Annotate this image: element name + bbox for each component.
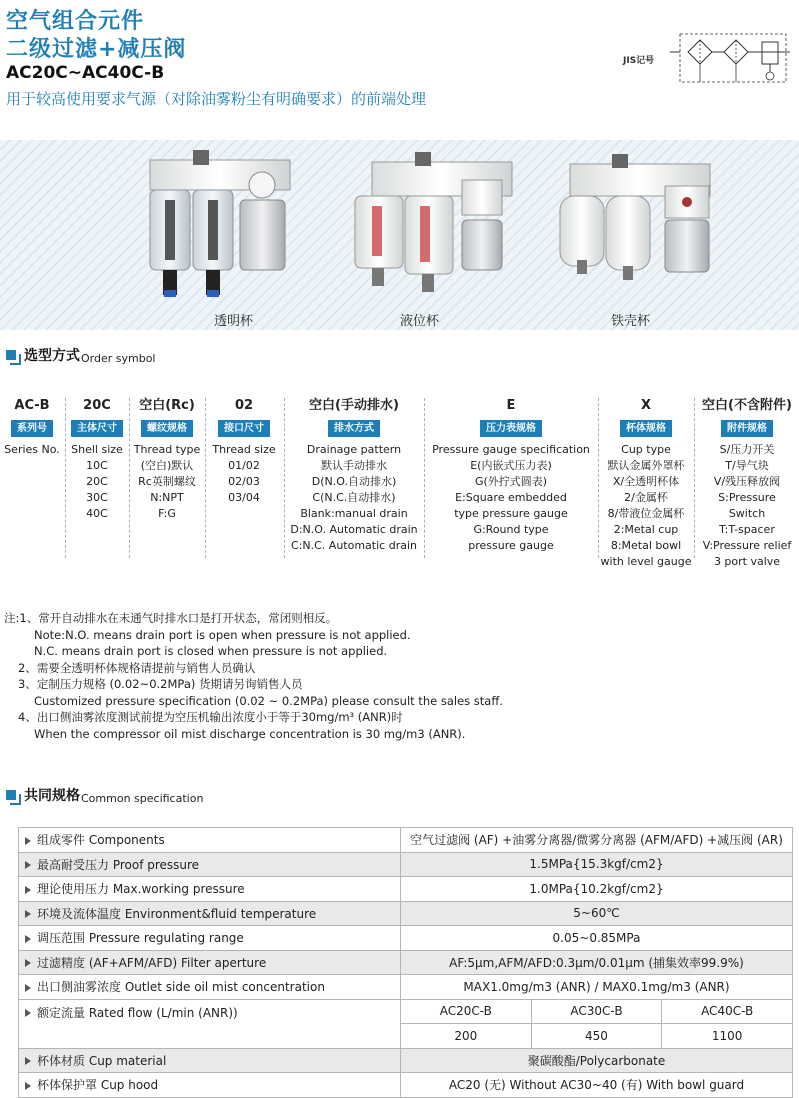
order-col-drainage (285, 396, 423, 554)
triangle-bullet-icon (25, 959, 31, 967)
spec-label: 调压范围 Pressure regulating range (37, 931, 244, 946)
triangle-bullet-icon (25, 1009, 31, 1017)
order-option-line: pressure gauge (468, 539, 554, 552)
order-tag: 系列号 (11, 420, 53, 437)
triangle-bullet-icon (25, 837, 31, 845)
order-option-line: type pressure gauge (454, 507, 568, 520)
order-option-line: Pressure gauge specification (432, 443, 590, 456)
order-lines (206, 442, 282, 506)
order-option-line: T/导气块 (725, 459, 769, 472)
triangle-bullet-icon (25, 984, 31, 992)
common-spec-header (6, 785, 203, 805)
spec-value: 5~60℃ (401, 901, 793, 926)
order-lines (130, 442, 204, 522)
order-option-line: C(N.C.自动排水) (312, 491, 396, 504)
order-lines (695, 442, 799, 570)
subtitle: 用于较高使用要求气源（对除油雾粉尘有明确要求）的前端处理 (6, 90, 427, 108)
order-option-line: 2:Metal cup (613, 523, 679, 536)
order-option-line: 40C (86, 507, 108, 520)
triangle-bullet-icon (25, 1082, 31, 1090)
spec-label-cell (19, 877, 401, 902)
note-line: 3、定制压力规格 (0.02~0.2MPa) 货期请另询销售人员 (18, 677, 303, 691)
note-line: 4、出口侧油雾浓度测试前提为空压机输出浓度小于等于30mg/m³ (ANR)时 (18, 710, 403, 724)
spec-value: AC20 (无) Without AC30~40 (有) With bowl guard (401, 1073, 793, 1098)
order-code: 20C (83, 398, 111, 413)
order-option-line: Blank:manual drain (300, 507, 408, 520)
jis-label: JIS记号 (623, 56, 655, 66)
spec-label-cell (19, 975, 401, 1000)
order-option-line: D:N.O. Automatic drain (290, 523, 418, 536)
order-option-line: 10C (86, 459, 108, 472)
spec-label-cell (19, 852, 401, 877)
order-lines (599, 442, 693, 570)
order-lines (66, 442, 128, 522)
order-code: 02 (234, 398, 254, 413)
spec-label: 环境及流体温度 Environment&fluid temperature (37, 906, 317, 921)
note-line: N.C. means drain port is closed when pressure is not applied. (34, 644, 388, 658)
table-row-rated-flow (19, 999, 793, 1024)
order-option-line: Shell size (71, 443, 123, 456)
spec-value: 0.05~0.85MPa (401, 926, 793, 951)
order-option-line: C:N.C. Automatic drain (291, 539, 417, 552)
order-tag: 主体尺寸 (71, 420, 123, 437)
spec-label: 组成零件 Components (37, 833, 165, 848)
table-row (19, 828, 793, 853)
flow-model: AC30C-B (531, 999, 662, 1024)
order-option-line: (空白)默认 (140, 459, 194, 472)
order-symbol-header (6, 345, 155, 365)
order-option-line: 30C (86, 491, 108, 504)
spec-label: 出口侧油雾浓度 Outlet side oil mist concentration (37, 980, 325, 995)
table-row (19, 950, 793, 975)
spec-label: 杯体保护罩 Cup hood (37, 1078, 159, 1093)
order-option-line: 20C (86, 475, 108, 488)
flow-model: AC40C-B (662, 999, 793, 1024)
section-bracket-icon (6, 790, 19, 803)
flow-value: 450 (531, 1024, 662, 1049)
order-title-cn: 选型方式 (24, 348, 80, 364)
spec-label-cell (19, 926, 401, 951)
order-option-line: E:Square embedded (455, 491, 567, 504)
spec-label-cell (19, 901, 401, 926)
triangle-bullet-icon (25, 1057, 31, 1065)
common-spec-table (18, 827, 793, 1098)
note-line: 2、需要全透明杯体规格请提前与销售人员确认 (18, 660, 256, 675)
level-cup-unit (355, 152, 512, 292)
flow-value: 1100 (662, 1024, 793, 1049)
spec-label: 过滤精度 (AF+AFM/AFD) Filter aperture (37, 955, 267, 970)
order-option-line: T:T-spacer (719, 523, 775, 536)
spec-label-cell (19, 828, 401, 853)
order-option-line: G:Round type (473, 523, 549, 536)
triangle-bullet-icon (25, 910, 31, 918)
order-col-accessory (695, 396, 799, 570)
order-lines (0, 442, 64, 458)
order-option-line: with level gauge (600, 555, 692, 568)
table-row (19, 852, 793, 877)
spec-label-cell (19, 1073, 401, 1098)
order-option-line: 3 port valve (713, 555, 781, 568)
triangle-bullet-icon (25, 935, 31, 943)
triangle-bullet-icon (25, 886, 31, 894)
spec-label-cell (19, 999, 401, 1048)
table-row (19, 1048, 793, 1073)
order-option-line: V/残压释放阀 (713, 475, 781, 488)
spec-label: 理论使用压力 Max.working pressure (37, 882, 245, 897)
order-option-line: Rc英制螺纹 (138, 475, 196, 488)
order-option-line: 2/金属杯 (624, 491, 668, 504)
spec-value: AF:5μm,AFM/AFD:0.3μm/0.01μm (捕集效率99.9%) (401, 950, 793, 975)
model-range: AC20C~AC40C-B (6, 63, 165, 83)
order-col-gauge (425, 396, 597, 554)
order-tag: 排水方式 (328, 420, 380, 437)
spec-value: 聚碳酸酯/Polycarbonate (401, 1048, 793, 1073)
triangle-bullet-icon (25, 861, 31, 869)
order-option-line: Thread type (133, 443, 201, 456)
metal-cup-unit (560, 154, 710, 280)
spec-value: 1.5MPa{15.3kgf/cm2} (401, 852, 793, 877)
order-option-line: E(内嵌式压力表) (470, 459, 552, 472)
order-option-line: Series No. (4, 443, 60, 456)
product-caption-clear: 透明杯 (214, 314, 254, 329)
order-title-en: Order symbol (81, 352, 156, 365)
order-code: 空白(Rc) (139, 398, 195, 413)
order-option-line: D(N.O.自动排水) (311, 475, 397, 488)
order-code: 空白(不含附件) (702, 398, 792, 413)
order-option-line: Cup type (621, 443, 671, 456)
order-lines (425, 442, 597, 554)
order-option-line: N:NPT (150, 491, 184, 504)
order-col-cup (599, 396, 693, 570)
table-row (19, 877, 793, 902)
order-option-line: 03/04 (228, 491, 260, 504)
order-option-line: S:Pressure (718, 491, 776, 504)
order-tag: 压力表规格 (480, 420, 542, 437)
order-code: AC-B (14, 398, 50, 413)
spec-value: 空气过滤阀 (AF) +油雾分离器/微雾分离器 (AFM/AFD) +减压阀 (AR) (401, 828, 793, 853)
notes-block (4, 610, 503, 742)
note-line: Note:N.O. means drain port is open when pressure is not applied. (34, 627, 411, 642)
order-tag: 螺纹规格 (141, 420, 193, 437)
order-col-shell (66, 396, 128, 522)
title-line-2: 二级过滤+减压阀 (6, 37, 187, 62)
clear-cup-unit (150, 150, 290, 297)
spec-label: 最高耐受压力 Proof pressure (37, 857, 200, 872)
order-col-thread-type (130, 396, 204, 522)
product-caption-level: 液位杯 (400, 314, 440, 329)
flow-value: 200 (401, 1024, 532, 1049)
order-option-line: 8:Metal bowl (610, 539, 682, 552)
spec-value: MAX1.0mg/m3 (ANR) / MAX0.1mg/m3 (ANR) (401, 975, 793, 1000)
spec-label: 杯体材质 Cup material (37, 1053, 167, 1068)
order-option-line: 8/带液位金属杯 (607, 507, 685, 520)
order-tag: 附件规格 (721, 420, 773, 437)
order-code: X (640, 398, 652, 413)
order-option-line: V:Pressure relief (702, 539, 792, 552)
product-photo-band (0, 140, 799, 330)
order-option-line: Thread size (212, 443, 276, 456)
spec-label-cell (19, 950, 401, 975)
spec-label-cell (19, 1048, 401, 1073)
table-row (19, 1073, 793, 1098)
order-option-line: Switch (728, 507, 766, 520)
section-bracket-icon (6, 350, 19, 363)
order-option-line: 01/02 (228, 459, 260, 472)
order-option-line: F:G (158, 507, 176, 520)
note-line: When the compressor oil mist discharge concentration is 30 mg/m3 (ANR). (34, 726, 466, 741)
spec-label: 额定流量 Rated flow (L/min (ANR)) (37, 1005, 238, 1020)
spec-value: 1.0MPa{10.2kgf/cm2} (401, 877, 793, 902)
order-option-line: 默认手动排水 (321, 459, 387, 472)
order-tag: 接口尺寸 (218, 420, 270, 437)
order-code: 空白(手动排水) (309, 398, 399, 413)
order-option-line: X/全透明杯体 (612, 475, 680, 488)
order-option-line: 默认金属外罩杯 (607, 459, 685, 472)
order-option-line: G(外拧式圆表) (474, 475, 548, 488)
order-col-thread-size (206, 396, 282, 506)
flow-model: AC20C-B (401, 999, 532, 1024)
product-caption-metal: 铁壳杯 (611, 314, 651, 329)
order-col-series (0, 396, 64, 458)
order-option-line: Drainage pattern (306, 443, 402, 456)
spec-title-cn: 共同规格 (24, 788, 80, 804)
order-code: E (506, 398, 516, 413)
table-row (19, 901, 793, 926)
note-line: Customized pressure specification (0.02 ~ 0.2MPa) please consult the sales staff. (34, 693, 503, 708)
note-line: 注:1、常开自动排水在未通气时排水口是打开状态，常闭则相反。 (4, 611, 338, 625)
table-row (19, 975, 793, 1000)
order-lines (285, 442, 423, 554)
order-tag: 杯体规格 (620, 420, 672, 437)
order-option-line: S/压力开关 (719, 443, 775, 456)
title-line-1: 空气组合元件 (6, 9, 145, 34)
order-option-line: 02/03 (228, 475, 260, 488)
spec-title-en: Common specification (81, 792, 204, 805)
table-row (19, 926, 793, 951)
product-illustrations (0, 140, 799, 330)
jis-symbol-diagram (668, 30, 793, 90)
